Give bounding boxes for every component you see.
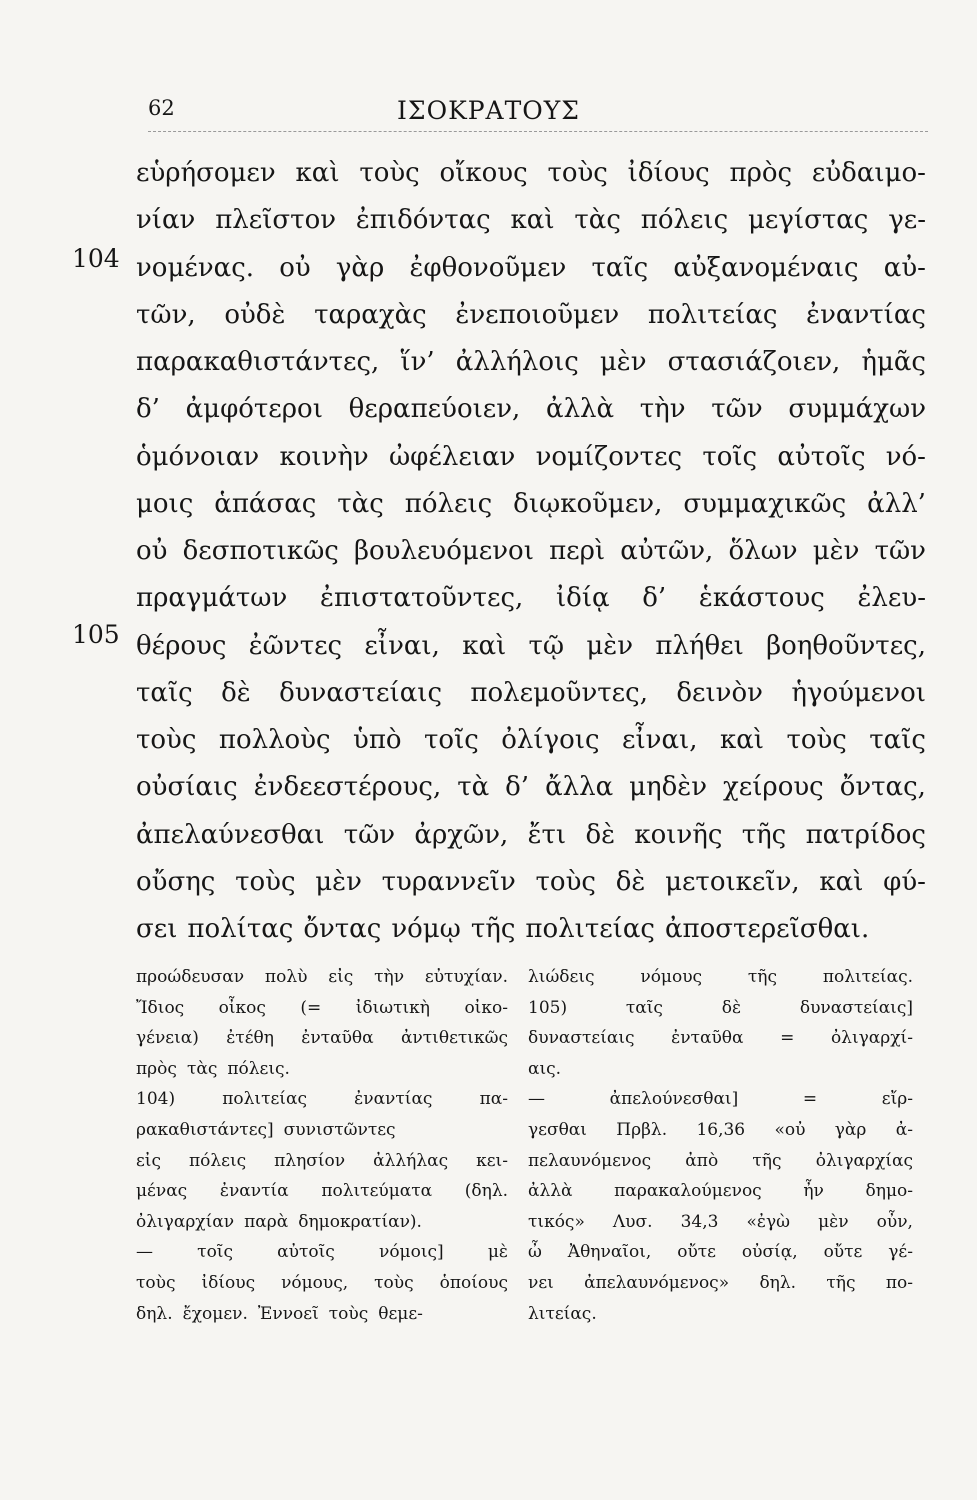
note-line: ἀλλὰ παρακαλούμενος ἦν δημο- xyxy=(528,1181,913,1202)
note-line: δυναστείαις ἐνταῦθα = ὀλιγαρχί- xyxy=(528,1028,913,1049)
header-rule xyxy=(148,131,928,132)
page-number: 62 xyxy=(148,96,175,120)
footnotes-right-column xyxy=(528,962,913,1329)
note-line: τοὺς ἰδίους νόμους, τοὺς ὁποίους xyxy=(136,1272,508,1293)
note-line: δηλ. ἔχομεν. Ἐννοεῖ τοὺς θεμε- xyxy=(136,1303,423,1324)
note-line: 105) ταῖς δὲ δυναστείαις] xyxy=(528,997,913,1018)
text-line: ταῖς δὲ δυναστείαις πολεμοῦντες, δεινὸν ἡγούμενοι xyxy=(136,677,926,708)
margin-section-number: 105 xyxy=(72,620,120,649)
main-text xyxy=(136,150,926,953)
text-line: νομένας. οὐ γὰρ ἐφθονοῦμεν ταῖς αὐξανομέναις αὐ- xyxy=(136,252,926,283)
note-line: ὦ Ἀθηναῖοι, οὔτε οὐσίᾳ, οὔτε γέ- xyxy=(528,1242,913,1263)
note-line: ὀλιγαρχίαν παρὰ δημοκρατίαν). xyxy=(136,1211,422,1232)
note-line: 104) πολιτείας ἐναντίας πα- xyxy=(136,1089,508,1110)
note-line: λιτείας. xyxy=(528,1303,597,1324)
note-line: γεσθαι Πρβλ. 16,36 «οὐ γὰρ ἀ- xyxy=(528,1119,913,1140)
text-line: νίαν πλεῖστον ἐπιδόντας καὶ τὰς πόλεις μεγίστας γε- xyxy=(136,205,926,236)
text-line: μοις ἁπάσας τὰς πόλεις διῳκοῦμεν, συμμαχικῶς ἀλλ’ xyxy=(136,488,926,519)
note-line: νει ἀπελαυνόμενος» δηλ. τῆς πο- xyxy=(528,1272,913,1293)
note-line: μένας ἐναντία πολιτεύματα (δηλ. xyxy=(136,1181,508,1202)
footnotes-left-column xyxy=(136,962,508,1329)
text-line: ὁμόνοιαν κοινὴν ὠφέλειαν νομίζοντες τοῖς αὐτοῖς νό- xyxy=(136,441,926,472)
text-line: δ’ ἀμφότεροι θεραπεύοιεν, ἀλλὰ τὴν τῶν συμμάχων xyxy=(136,394,926,425)
text-line: θέρους ἐῶντες εἶναι, καὶ τῷ μὲν πλήθει βοηθοῦντες, xyxy=(136,630,926,661)
text-line: τῶν, οὐδὲ ταραχὰς ἐνεποιοῦμεν πολιτείας ἐναντίας xyxy=(136,299,926,330)
note-line: γένεια) ἐτέθη ἐνταῦθα ἀντιθετικῶς xyxy=(136,1028,508,1049)
text-line: σει πολίτας ὄντας νόμῳ τῆς πολιτείας ἀποστερεῖσθαι. xyxy=(136,914,870,944)
text-line: οὔσης τοὺς μὲν τυραννεῖν τοὺς δὲ μετοικεῖν, καὶ φύ- xyxy=(136,866,926,897)
note-line: πρὸς τὰς πόλεις. xyxy=(136,1058,290,1079)
text-line: πραγμάτων ἐπιστατοῦντες, ἰδίᾳ δ’ ἑκάστους ἐλευ- xyxy=(136,583,926,614)
note-line: εἰς πόλεις πλησίον ἀλλήλας κει- xyxy=(136,1150,508,1171)
note-line: Ἴδιος οἶκος (= ἰδιωτικὴ οἰκο- xyxy=(136,997,508,1018)
note-line: αις. xyxy=(528,1058,562,1079)
text-line: παρακαθιστάντες, ἵν’ ἀλλήλοις μὲν στασιάζοιεν, ἡμᾶς xyxy=(136,347,926,377)
text-line: τοὺς πολλοὺς ὑπὸ τοῖς ὀλίγοις εἶναι, καὶ τοὺς ταῖς xyxy=(136,725,926,755)
note-line: — τοῖς αὐτοῖς νόμοις] μὲ xyxy=(136,1242,508,1263)
text-line: οὐσίαις ἐνδεεστέρους, τὰ δ’ ἄλλα μηδὲν χείρους ὄντας, xyxy=(136,772,926,803)
running-head: ΙΣΟΚΡΑΤΟΥΣ xyxy=(397,96,580,125)
note-line: πελαυνόμενος ἀπὸ τῆς ὀλιγαρχίας xyxy=(528,1150,913,1171)
text-line: ἀπελαύνεσθαι τῶν ἀρχῶν, ἔτι δὲ κοινῆς τῆς πατρίδος xyxy=(136,819,926,850)
note-line: — ἀπελούνεσθαι] = εἴρ- xyxy=(528,1089,913,1110)
text-line: εὑρήσομεν καὶ τοὺς οἴκους τοὺς ἰδίους πρὸς εὐδαιμο- xyxy=(136,158,926,188)
note-line: τικός» Λυσ. 34,3 «ἐγὼ μὲν οὖν, xyxy=(528,1211,913,1232)
note-line: λιώδεις νόμους τῆς πολιτείας. xyxy=(528,967,913,987)
margin-section-number: 104 xyxy=(72,244,120,273)
text-line: οὐ δεσποτικῶς βουλευόμενοι περὶ αὐτῶν, ὅλων μὲν τῶν xyxy=(136,536,926,566)
note-line: προώδευσαν πολὺ εἰς τὴν εὐτυχίαν. xyxy=(136,967,508,987)
note-line: ρακαθιστάντες] συνιστῶντες xyxy=(136,1119,396,1140)
